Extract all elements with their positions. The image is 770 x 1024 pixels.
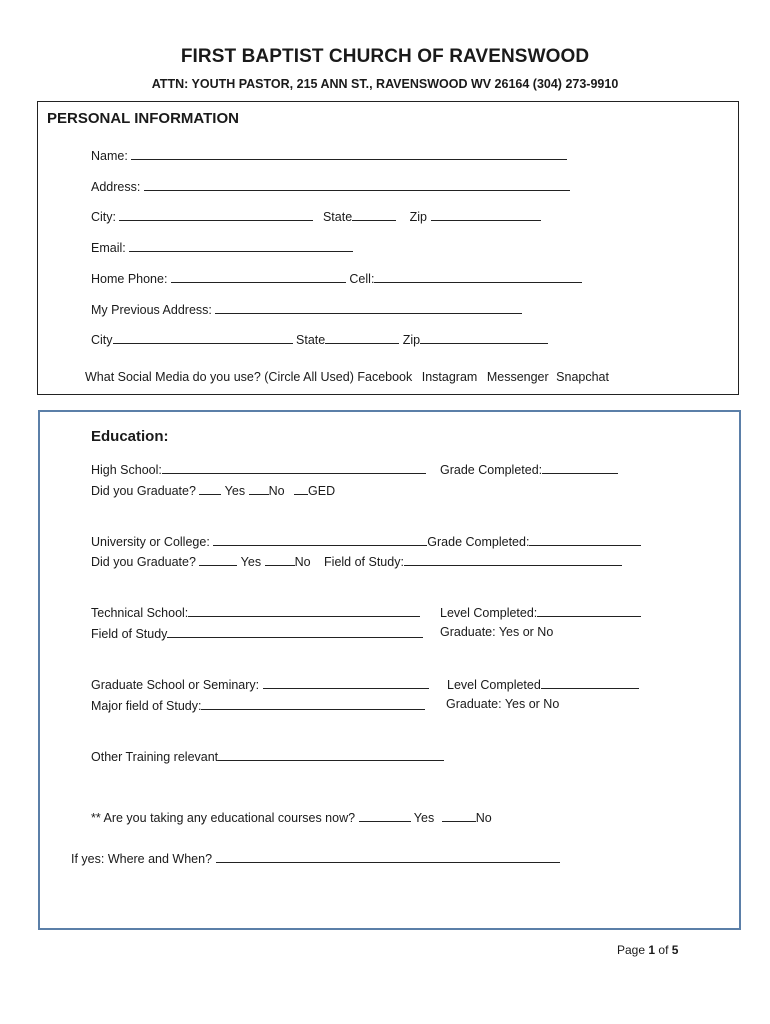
major-label: Major field of Study:	[91, 699, 202, 713]
univ-yes-blank[interactable]	[199, 553, 237, 566]
tech-field-field[interactable]	[167, 625, 423, 638]
tech-level-field[interactable]	[537, 604, 641, 617]
zip-field[interactable]	[431, 208, 541, 221]
grad-school-label: Graduate School or Seminary:	[91, 678, 260, 692]
social-media-row	[85, 370, 609, 384]
city-field[interactable]	[119, 208, 313, 221]
technical-row	[91, 604, 420, 620]
courses-no-label: No	[475, 811, 492, 825]
univ-yes-label: Yes	[240, 555, 262, 569]
tech-field-row	[91, 625, 423, 641]
social-option-instagram[interactable]: Instagram	[421, 370, 478, 384]
courses-question: ** Are you taking any educational courses now?	[91, 811, 356, 825]
major-field[interactable]	[201, 697, 425, 710]
if-yes-label: If yes: Where and When?	[71, 852, 213, 866]
email-row	[91, 239, 353, 255]
univ-no-label: No	[294, 555, 311, 569]
university-field[interactable]	[213, 533, 427, 546]
cell-field[interactable]	[374, 270, 582, 283]
hs-ged-blank[interactable]	[294, 482, 308, 495]
tech-graduate: Graduate: Yes or No	[440, 625, 554, 639]
social-media-label: What Social Media do you use? (Circle All Used)	[85, 370, 354, 384]
name-field[interactable]	[131, 147, 567, 160]
tech-level-label: Level Completed:	[440, 606, 538, 620]
prev-zip-label: Zip	[402, 333, 421, 347]
social-option-snapchat[interactable]: Snapchat	[556, 370, 609, 384]
high-school-row	[91, 461, 426, 477]
courses-yes-label: Yes	[413, 811, 435, 825]
other-training-row	[91, 748, 444, 764]
prev-address-label: My Previous Address:	[91, 303, 212, 317]
hs-grade-row	[440, 461, 618, 477]
email-field[interactable]	[129, 239, 353, 252]
form-title: FIRST BAPTIST CHURCH OF RAVENSWOOD	[180, 46, 590, 67]
univ-grade-label: Grade Completed:	[427, 535, 530, 549]
univ-field-of-study-field[interactable]	[404, 553, 622, 566]
city-label: City:	[91, 210, 116, 224]
state-field[interactable]	[352, 208, 396, 221]
prev-state-field[interactable]	[325, 331, 399, 344]
if-yes-field[interactable]	[216, 850, 560, 863]
high-school-field[interactable]	[162, 461, 426, 474]
hs-grade-label: Grade Completed:	[440, 463, 543, 477]
form-subtitle: ATTN: YOUTH PASTOR, 215 ANN ST., RAVENSWOOD WV 26164 (304) 273-9910	[151, 77, 619, 91]
major-row	[91, 697, 425, 713]
city-row	[91, 208, 541, 224]
grad-graduate: Graduate: Yes or No	[446, 697, 560, 711]
home-phone-label: Home Phone:	[91, 272, 168, 286]
prev-city-row	[91, 331, 548, 347]
university-row	[91, 533, 641, 549]
page-current: 1	[648, 943, 656, 957]
technical-label: Technical School:	[91, 606, 189, 620]
high-school-label: High School:	[91, 463, 162, 477]
technical-field[interactable]	[188, 604, 420, 617]
university-label: University or College:	[91, 535, 210, 549]
name-row	[91, 147, 567, 163]
hs-ged-label: GED	[308, 484, 336, 498]
zip-label: Zip	[409, 210, 428, 224]
tech-level-row	[440, 604, 641, 620]
courses-row	[91, 809, 492, 825]
phone-row	[91, 270, 582, 286]
hs-yes-label: Yes	[224, 484, 246, 498]
hs-yes-blank[interactable]	[199, 482, 221, 495]
address-row	[91, 178, 570, 194]
prev-zip-field[interactable]	[420, 331, 548, 344]
hs-no-label: No	[268, 484, 285, 498]
prev-address-field[interactable]	[215, 301, 522, 314]
address-label: Address:	[91, 180, 141, 194]
other-training-field[interactable]	[218, 748, 444, 761]
grad-school-field[interactable]	[263, 676, 429, 689]
hs-graduate-question: Did you Graduate?	[91, 484, 196, 498]
state-label: State	[322, 210, 353, 224]
cell-label: Cell:	[349, 272, 375, 286]
page-of: of	[658, 943, 669, 957]
page-number	[617, 943, 678, 957]
other-training-label: Other Training relevant	[91, 750, 219, 764]
hs-no-blank[interactable]	[249, 482, 269, 495]
education-heading: Education:	[91, 428, 169, 445]
courses-yes-blank[interactable]	[359, 809, 411, 822]
prev-city-label: City	[91, 333, 113, 347]
prev-address-row	[91, 301, 522, 317]
univ-field-of-study-label: Field of Study:	[324, 555, 404, 569]
hs-grade-field[interactable]	[542, 461, 618, 474]
email-label: Email:	[91, 241, 126, 255]
page-prefix: Page	[617, 943, 646, 957]
hs-graduate-row	[91, 482, 335, 498]
univ-grade-field[interactable]	[529, 533, 641, 546]
home-phone-field[interactable]	[171, 270, 346, 283]
name-label: Name:	[91, 149, 128, 163]
univ-graduate-question: Did you Graduate?	[91, 555, 196, 569]
if-yes-row	[71, 850, 560, 866]
prev-state-label: State	[296, 333, 326, 347]
address-field[interactable]	[144, 178, 570, 191]
prev-city-field[interactable]	[113, 331, 293, 344]
grad-level-label: Level Completed	[447, 678, 541, 692]
page-total: 5	[671, 943, 679, 957]
personal-info-heading: PERSONAL INFORMATION	[47, 110, 239, 127]
univ-graduate-row	[91, 553, 622, 569]
courses-no-blank[interactable]	[442, 809, 476, 822]
grad-school-row	[91, 676, 429, 692]
social-option-messenger[interactable]: Messenger	[486, 370, 549, 384]
tech-field-label: Field of Study	[91, 627, 168, 641]
univ-no-blank[interactable]	[265, 553, 295, 566]
social-option-facebook[interactable]: Facebook	[357, 370, 413, 384]
grad-level-field[interactable]	[541, 676, 639, 689]
grad-level-row	[447, 676, 639, 692]
